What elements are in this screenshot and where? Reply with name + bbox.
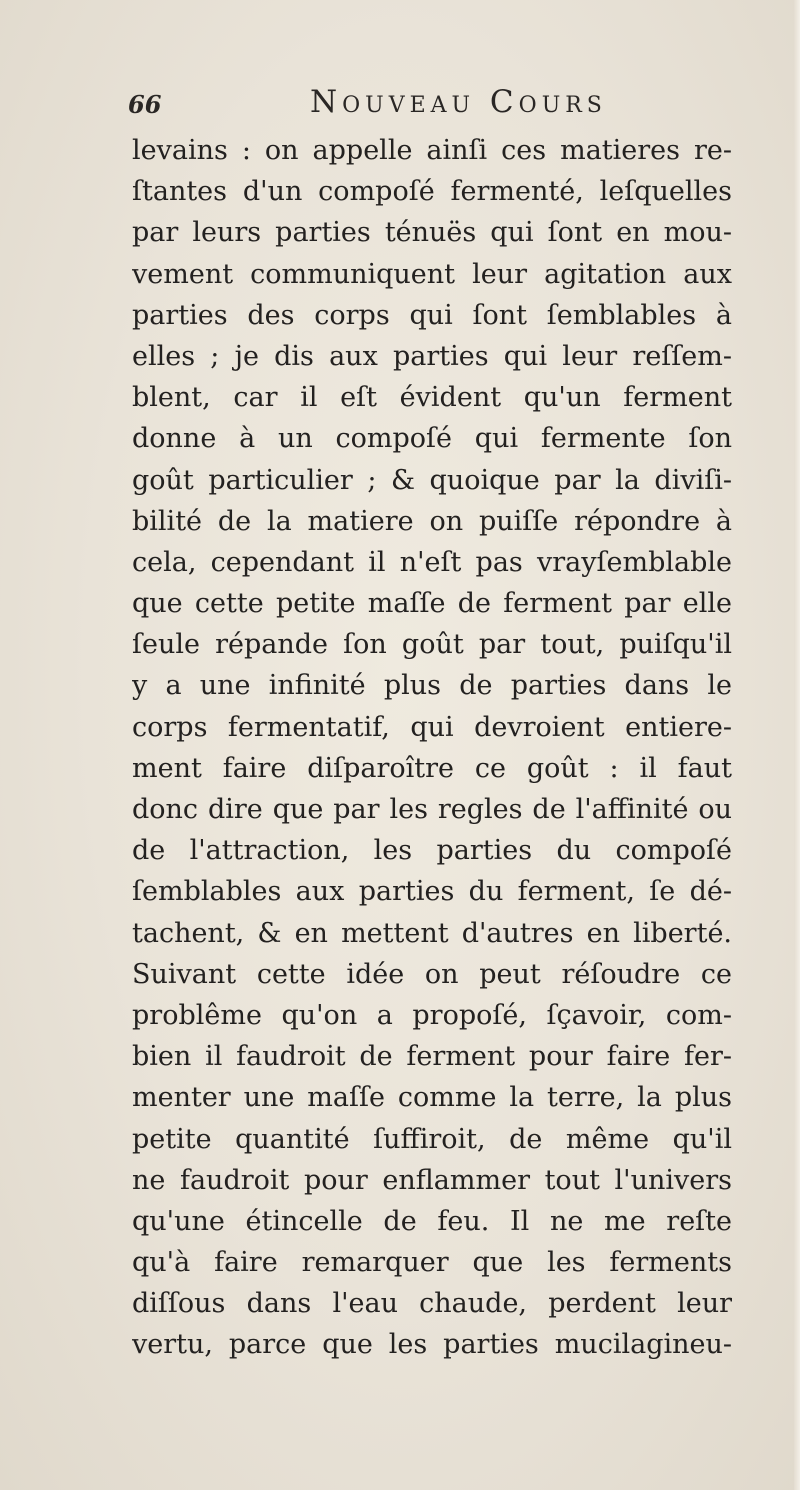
text-line: diſſous dans l'eau chaude, perdent leur [132, 1288, 732, 1320]
text-line: vement communiquent leur agitation aux [132, 258, 732, 290]
text-line: tachent, & en mettent d'autres en liberté. [132, 917, 732, 949]
text-line: goût particulier ; & quoique par la diviſi- [132, 464, 732, 496]
text-line: qu'à faire remarquer que les ferments [132, 1247, 732, 1279]
text-line: menter une maſſe comme la terre, la plus [132, 1082, 732, 1114]
text-line: ment faire diſparoître ce goût : il faut [132, 752, 732, 784]
text-line: problême qu'on a propoſé, ſçavoir, com- [132, 999, 732, 1031]
text-line: elles ; je dis aux parties qui leur reſſem- [132, 340, 732, 372]
text-line: Suivant cette idée on peut réſoudre ce [132, 958, 732, 990]
text-line: blent, car il eſt évident qu'un ferment [132, 382, 732, 414]
text-line: petite quantité ſuffiroit, de même qu'il [132, 1123, 732, 1155]
text-line: bien il faudroit de ferment pour faire fer- [132, 1041, 732, 1073]
page-edge [794, 0, 800, 1490]
text-line: bilité de la matiere on puiſſe répondre à [132, 505, 732, 537]
text-line: qu'une étincelle de feu. Il ne me reſte [132, 1205, 732, 1237]
text-line: donc dire que par les regles de l'affinité ou [132, 794, 732, 825]
text-line: ſemblables aux parties du ferment, ſe dé- [132, 876, 732, 908]
page-header [128, 84, 688, 128]
text-line: ne faudroit pour enflammer tout l'univers [132, 1164, 732, 1196]
text-line: ſtantes d'un compoſé fermenté, leſquelles [132, 176, 732, 208]
running-head: Nouveau Cours [310, 84, 607, 120]
text-line: que cette petite maſſe de ferment par elle [132, 588, 732, 620]
text-line: parties des corps qui ſont ſemblables à [132, 299, 732, 331]
text-line: donne à un compoſé qui fermente ſon [132, 423, 732, 455]
text-line: ſeule répande ſon goût par tout, puiſqu'il [132, 629, 732, 661]
text-line: par leurs parties ténuës qui ſont en mou- [132, 217, 732, 249]
text-line: de l'attraction, les parties du compoſé [132, 835, 732, 867]
text-line: levains : on appelle ainſi ces matieres re- [132, 135, 732, 166]
text-line: corps fermentatif, qui devroient entiere- [132, 711, 732, 743]
body-text [132, 130, 732, 1366]
page-number: 66 [128, 90, 162, 119]
text-line: vertu, parce que les parties mucilagineu- [132, 1329, 732, 1361]
text-line: cela, cependant il n'eſt pas vrayſemblable [132, 546, 732, 578]
text-line: y a une infinité plus de parties dans le [132, 670, 732, 702]
